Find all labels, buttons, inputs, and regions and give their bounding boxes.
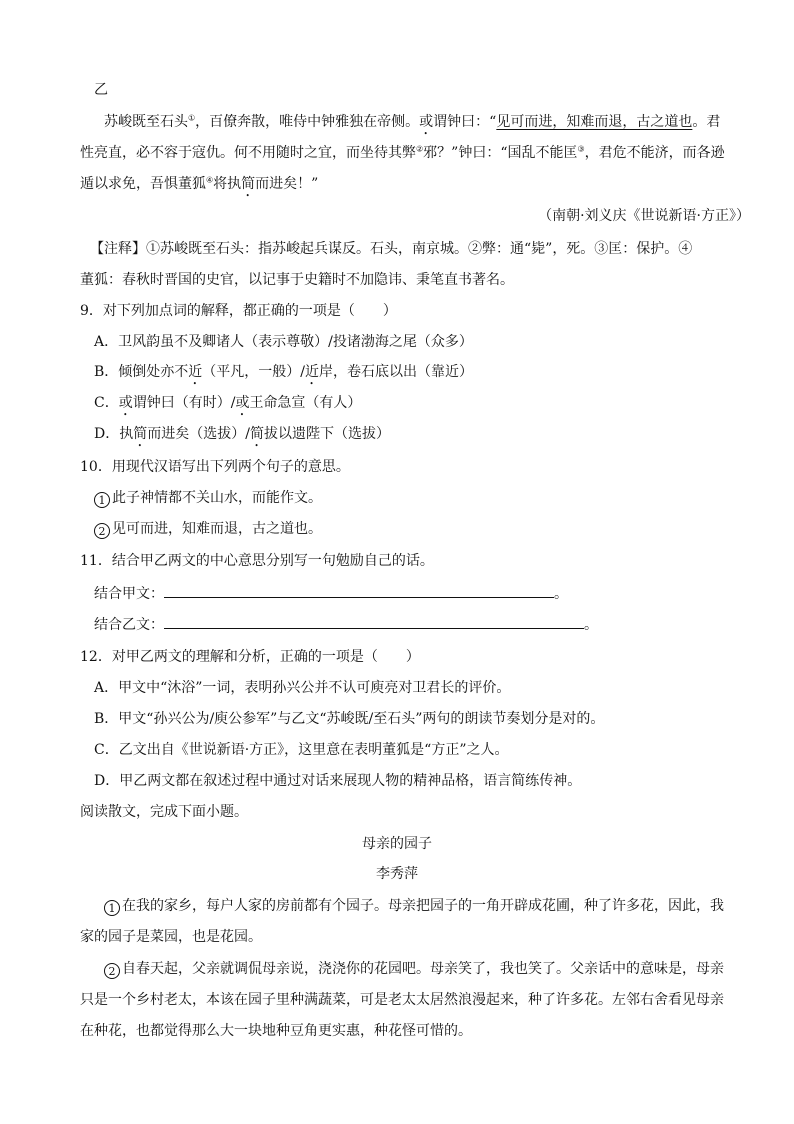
text: 岸，卷石底以出（靠近） — [319, 364, 474, 380]
text: 见可而进，知难而退，古之道也。 — [112, 521, 322, 537]
essay-title: 母亲的园子 — [362, 836, 432, 852]
emphasized-word: 近 — [188, 364, 203, 380]
text: C． — [94, 395, 119, 411]
emphasized-word: 或 — [419, 114, 434, 130]
text: 将执 — [213, 176, 242, 192]
answer-label: 结合乙文： — [94, 617, 164, 633]
text: 而进矣！” — [255, 176, 319, 192]
text: 王命急宣（有人） — [249, 395, 362, 411]
underlined-phrase: 见可而进，知难而退，古之道也 — [496, 114, 693, 130]
question-9-stem: 9．对下列加点词的解释，都正确的一项是（ ） — [80, 303, 397, 319]
text: 拔以遗陛下（选拔） — [263, 426, 390, 442]
reading-instruction: 阅读散文，完成下面小题。 — [80, 804, 248, 820]
footnote-mark: ④ — [206, 175, 214, 185]
answer-label: 结合甲文： — [94, 586, 164, 602]
passage-line — [80, 174, 318, 200]
text: 在我的家乡，每户人家的房前都有个园子。母亲把园子的一角开辟成花圃，种了许多花，因此，我 — [122, 898, 724, 914]
circled-number: 2 — [104, 963, 120, 979]
question-11-stem: 11．结合甲乙两文的中心意思分别写一句勉励自己的话。 — [80, 553, 434, 569]
essay-paragraph-1-line — [104, 896, 724, 916]
annotation-line: 董狐：春秋时晋国的史官，以记事于史籍时不加隐讳、秉笔直书著名。 — [80, 272, 514, 288]
answer-blank[interactable] — [164, 616, 584, 629]
text: 。 — [584, 617, 598, 633]
text: 遁以求免，吾惧董狐 — [80, 176, 206, 192]
emphasized-word: 简 — [241, 176, 256, 192]
question-9-option-c — [94, 393, 361, 419]
text: ，百僚奔散，唯侍中钟雅独在帝侧。 — [195, 114, 420, 130]
question-9-option-d — [94, 424, 390, 450]
question-10-sentence-2 — [94, 519, 322, 539]
essay-author: 李秀萍 — [376, 866, 418, 882]
essay-paragraph-2-line: 在种花，也都觉得那么大一块地种豆角更实惠，种花怪可惜的。 — [80, 1023, 472, 1039]
emphasized-word: 简 — [133, 426, 148, 442]
text: B．倾倒处亦不 — [94, 364, 189, 380]
question-9-option-a: A．卫风韵虽不及卿诸人（表示尊敬）/投诸渤海之尾（众多） — [94, 334, 473, 350]
text: 谓钟曰：“ — [433, 114, 497, 130]
footnote-mark: ③ — [577, 144, 585, 154]
text: 此子神情都不关山水，而能作文。 — [112, 490, 322, 506]
question-12-option-d: D．甲乙两文都在叙述过程中通过对话来展现人物的精神品格，语言简练传神。 — [94, 773, 582, 789]
emphasized-word: 近 — [305, 364, 320, 380]
question-10-sentence-1 — [94, 488, 322, 508]
footnote-mark: ② — [416, 144, 424, 154]
question-12-option-b: B．甲文“孙兴公为/庾公参军”与乙文“苏峻既/至石头”两句的朗读节奏划分是对的。 — [94, 711, 605, 727]
essay-paragraph-2-line — [104, 959, 724, 979]
source-citation: （南朝·刘义庆《世说新语·方正》） — [538, 208, 750, 224]
emphasized-word: 简 — [249, 426, 264, 442]
text: （平凡，一般）/ — [202, 364, 306, 380]
answer-blank[interactable] — [164, 585, 554, 598]
answer-line-yi — [94, 615, 598, 635]
essay-paragraph-1-line: 家的园子是菜园，也是花园。 — [80, 929, 262, 945]
question-12-option-a: A．甲文中“沐浴”一词，表明孙兴公并不认可庾亮对卫君长的评价。 — [94, 680, 511, 696]
circled-number: 1 — [94, 492, 110, 508]
footnote-mark: ① — [188, 113, 196, 123]
passage-line — [80, 143, 725, 163]
emphasized-word: 或 — [118, 395, 133, 411]
text: 苏峻既至石头 — [104, 114, 188, 130]
circled-number: 2 — [94, 523, 110, 539]
question-12-stem: 12．对甲乙两文的理解和分析，正确的一项是（ ） — [80, 649, 420, 665]
text: 。 — [554, 586, 568, 602]
circled-number: 1 — [104, 900, 120, 916]
question-10-stem: 10．用现代汉语写出下列两个句子的意思。 — [80, 459, 350, 475]
passage-line — [104, 112, 720, 138]
annotation-line: 【注释】①苏峻既至石头：指苏峻起兵谋反。石头，南京城。②弊：通“毙”，死。③匡：保护。④ — [90, 241, 693, 257]
question-12-option-c: C．乙文出自《世说新语·方正》，这里意在表明董狐是“方正”之人。 — [94, 742, 509, 758]
section-label-yi: 乙 — [94, 82, 108, 98]
text: ，君危不能济，而各逊 — [584, 145, 725, 161]
text: 自春天起，父亲就调侃母亲说，浇浇你的花园吧。母亲笑了，我也笑了。父亲话中的意味是，母亲 — [122, 961, 724, 977]
text: 邪？”钟曰：“国乱不能匡 — [423, 145, 578, 161]
text: 而进矣（选拔）/ — [147, 426, 250, 442]
text: 。君 — [692, 114, 721, 130]
essay-paragraph-2-line: 只是一个乡村老太，本该在园子里种满蔬菜，可是老太太居然浪漫起来，种了许多花。左邻右舍看见母亲 — [80, 992, 724, 1008]
text: 谓钟曰（有时）/ — [132, 395, 236, 411]
answer-line-jia — [94, 584, 568, 604]
text: 性亮直，必不容于寇仇。何不用随时之宜，而坐待其弊 — [80, 145, 416, 161]
emphasized-word: 或 — [235, 395, 250, 411]
question-9-option-b — [94, 362, 473, 388]
text: D．执 — [94, 426, 134, 442]
